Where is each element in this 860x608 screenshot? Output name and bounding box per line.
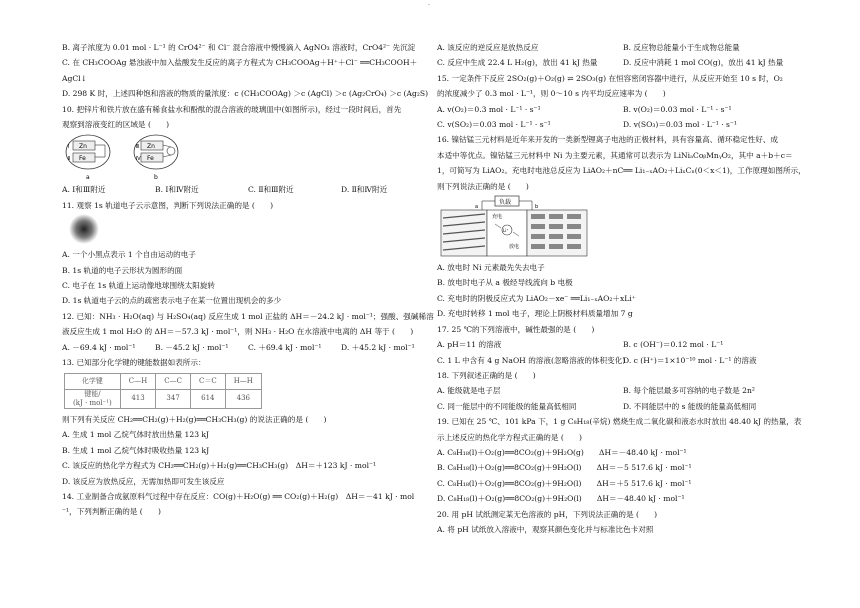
q19-stem: 19. 已知在 25 ℃、101 kPa 下，1 g C₈H₁₈(辛烷) 燃烧生成二氧化碳和液态水时放出 48.40 kJ 的热量，表: [437, 417, 802, 427]
q11-option-a: A. 一个小黑点表示 1 个自由运动的电子: [62, 250, 196, 260]
q13-option-c: C. 该反应的热化学方程式为 CH₂══CH₂(g)＋H₂(g)══CH₃CH₃(g) ΔH＝＋123 kJ · mol⁻¹: [62, 461, 377, 471]
q13-option-a: A. 生成 1 mol 乙烷气体时放出热量 123 kJ: [62, 430, 210, 440]
q17-option-a: A. pH＝11 的溶液: [437, 340, 502, 350]
q16-stem-3: 1，可简写为 LiAO₂。充电时电池总反应为 LiAO₂＋nC══ Li₁₋ₓAO₂＋LiₓCₙ(0＜x＜1)，工作原理如图所示，: [437, 166, 806, 176]
q9-option-c: C. 在 CH₃COOAg 悬浊液中加入盐酸发生反应的离子方程式为 CH₃COOAg＋H⁺＋Cl⁻ ══CH₃COOH＋: [62, 58, 418, 68]
q15-options-row2: [437, 117, 809, 132]
q19-option-c: C. C₈H₁₈(l)＋O₂(g)══8CO₂(g)＋9H₂O(l) ΔH＝＋5 517.6 kJ · mol⁻¹: [437, 478, 692, 488]
right-electrode: [527, 210, 587, 256]
q15-option-c: C. v(SO₂)＝0.03 mol · L⁻¹ · s⁻¹: [437, 120, 551, 130]
electrode-b-label: b: [535, 204, 539, 211]
region-label-2: Ⅱ: [68, 156, 71, 163]
q12-option-a: A. －69.4 kJ · mol⁻¹: [62, 342, 136, 352]
q16-option-a: A. 放电时 Ni 元素最先失去电子: [437, 263, 545, 273]
table-header: 化学键: [65, 373, 121, 389]
q18-options-row1: [437, 383, 809, 398]
q19-stem-cont: 示上述反应的热化学方程式正确的是 ( ): [437, 432, 583, 442]
q16-option-c: C. 充电时的阴极反应式为 LiAO₂－xe⁻ ══Li₁₋ₓAO₂＋xLi⁺: [437, 293, 636, 303]
table-row-label: [65, 389, 121, 408]
table-header: C—C: [156, 373, 191, 389]
q13-stem: 13. 已知部分化学键的键能数据如表所示：: [62, 358, 206, 368]
region-label-4: Ⅳ: [136, 156, 141, 163]
q15-option-a: A. v(O₂)＝0.3 mol · L⁻¹ · s⁻¹: [437, 104, 541, 114]
q9-option-b: B. 离子浓度为 0.01 mol · L⁻¹ 的 CrO4²⁻ 和 Cl⁻ 混合溶液中慢慢滴入 AgNO₃ 溶液时，CrO4²⁻ 先沉淀: [62, 43, 416, 52]
table-header: H—H: [225, 373, 261, 389]
table-cell: 436: [225, 389, 261, 408]
q19-option-a: A. C₈H₁₈(l)＋O₂(g)══8CO₂(g)＋9H₂O(g) ΔH＝－48.40 kJ · mol⁻¹: [437, 447, 687, 457]
q14-options-row2: [437, 55, 809, 70]
right-column: [437, 40, 809, 537]
q11-option-c: C. 电子在 1s 轨道上运动像地球围绕太阳旋转: [62, 281, 216, 291]
galvanic-cells-diagram: [62, 132, 202, 182]
q15-options-row1: [437, 102, 809, 117]
q18-stem: 18. 下列叙述正确的是 ( ): [437, 370, 536, 380]
battery-diagram: [437, 194, 637, 260]
q18-option-a: A. 能级就是电子层: [437, 386, 501, 396]
q10-figure: [62, 132, 434, 182]
q18-option-b: B. 每个能层最多可容纳的电子数是 2n²: [623, 386, 755, 396]
cell-b-label: b: [154, 174, 158, 182]
q11-option-b: B. 1s 轨道的电子云形状为圆形的面: [62, 265, 183, 275]
zn-label-a: Zn: [79, 143, 87, 151]
left-electrode: [441, 210, 487, 256]
q14-stem-cont: ⁻¹，下列判断正确的是 ( ): [62, 507, 161, 517]
q10-option-d: D. Ⅱ和Ⅳ附近: [341, 185, 388, 195]
left-column: [62, 40, 434, 520]
q11-stem: 11. 观察 1s 轨道电子云示意图，判断下列说法正确的是 ( ): [62, 200, 274, 210]
q16-figure: [437, 194, 809, 260]
q16-stem-4: 则下列说法正确的是 ( ): [437, 181, 529, 191]
q19-option-b: B. C₈H₁₈(l)＋O₂(g)══8CO₂(g)＋9H₂O(l) ΔH＝－5 517.6 kJ · mol⁻¹: [437, 463, 692, 473]
q11-option-d: D. 1s 轨道电子云的点的疏密表示电子在某一位置出现机会的多少: [62, 296, 282, 306]
q13-option-d: D. 该反应为放热反应，无需加热即可发生该反应: [62, 476, 225, 486]
q18-option-c: C. 同一能层中的不同能级的能量高低相同: [437, 401, 577, 411]
q17-stem: 17. 25 ℃的下列溶液中，碱性最强的是 ( ): [437, 324, 595, 334]
q18-option-d: D. 不同能层中的 s 能级的能量高低相同: [623, 401, 757, 411]
q20-stem: 20. 用 pH 试纸测定某无色溶液的 pH，下列说法正确的是 ( ): [437, 509, 658, 519]
q14-option-a: A. 该反应的逆反应是放热反应: [437, 43, 539, 52]
q10-option-a: A. Ⅰ和Ⅲ附近: [62, 185, 106, 195]
region-label-1: Ⅰ: [68, 144, 70, 151]
region-label-3: Ⅲ: [136, 144, 140, 151]
q15-option-b: B. v(O₂)＝0.03 mol · L⁻¹ · s⁻¹: [623, 104, 732, 114]
q14-option-c: C. 反应中生成 22.4 L H₂(g)，放出 41 kJ 热量: [437, 58, 598, 68]
header-dot: ·: [428, 2, 430, 9]
q12-option-d: D. ＋45.2 kJ · mol⁻¹: [341, 342, 415, 352]
q20-option-a: A. 将 pH 试纸放入溶液中，观察其颜色变化并与标准比色卡对照: [437, 524, 654, 534]
fe-label-b: Fe: [147, 155, 154, 163]
fe-label-a: Fe: [79, 155, 86, 163]
charge-label: 充电: [492, 214, 503, 221]
q14-options-row1: [437, 40, 809, 55]
load-label: 负载: [499, 199, 512, 207]
q17-options-row1: [437, 337, 809, 352]
q19-option-d: D. C₈H₁₈(l)＋O₂(g)══8CO₂(g)＋9H₂O(l) ΔH＝－48.40 kJ · mol⁻¹: [437, 494, 685, 504]
row-label-line2: (kJ · mol⁻¹): [73, 398, 112, 407]
q17-options-row2: [437, 353, 809, 368]
q10-stem-cont: 观察到溶液变红的区域是 ( ): [62, 120, 170, 130]
q12-option-c: C. ＋69.4 kJ · mol⁻¹: [248, 342, 322, 352]
table-cell: 413: [120, 389, 155, 408]
q16-stem-2: 本适中等优点。镍钴锰三元材料中 Ni 为主要元素，其通常可以表示为 LiNiₐCoᵦMnᵧO₂，其中 a＋b＋c＝: [437, 150, 793, 160]
q12-stem: 12. 已知：NH₃ · H₂O(aq) 与 H₂SO₄(aq) 反应生成 1 mol 正盐的 ΔH＝－24.2 kJ · mol⁻¹；强酸、强碱稀溶: [62, 311, 434, 321]
discharge-label: 放电: [509, 244, 520, 251]
q13-question: 则下列有关反应 CH₂══CH₂(g)＋H₂(g)══CH₃CH₃(g) 的说法正确的是 ( ): [62, 414, 327, 424]
q12-option-b: B. －45.2 kJ · mol⁻¹: [155, 342, 229, 352]
bond-energy-table: [64, 373, 262, 409]
q10-stem: 10. 把锌片和铁片放在盛有稀食盐水和酚酞的混合溶液的玻璃皿中(如图所示)，经过一段时间后，首先: [62, 104, 402, 114]
lithium-ion-label: Li⁺: [503, 228, 509, 234]
q14-stem: 14. 工业制备合成氨原料气过程中存在反应：CO(g)＋H₂O(g) ══ CO₂(g)＋H₂(g) ΔH＝－41 kJ · mol: [62, 491, 415, 501]
electrode-a-label: a: [475, 204, 479, 211]
q13-option-b: B. 生成 1 mol 乙烷气体时吸收热量 123 kJ: [62, 445, 210, 455]
electron-cloud-diagram: [62, 213, 122, 247]
q9-option-c-cont: AgCl↓: [62, 73, 87, 83]
q11-figure: [62, 213, 434, 247]
q9-option-d: D. 298 K 时，上述四种饱和溶液的物质的量浓度：c (CH₃COOAg) ＞c (AgCl) ＞c (Ag₂CrO₄) ＞c (Ag₂S): [62, 89, 429, 99]
q16-stem: 16. 镍钴锰三元材料是近年来开发的一类新型锂离子电池的正极材料，具有容量高、循环稳定性好、成: [437, 135, 779, 145]
q15-option-d: D. v(SO₃)＝0.03 mol · L⁻¹ · s⁻¹: [623, 120, 737, 130]
q16-option-b: B. 放电时电子从 a 极经导线流向 b 电极: [437, 278, 573, 288]
q15-stem-cont: 的浓度减少了 0.3 mol · L⁻¹，则 0～10 s 内平均反应速率为 ( ): [437, 89, 666, 99]
table-header: C＝C: [190, 373, 225, 389]
table-header: C—H: [120, 373, 155, 389]
q12-options: [62, 340, 434, 355]
cell-a-label: a: [86, 174, 90, 182]
q16-option-d: D. 充电时转移 1 mol 电子，理论上阴极材料质量增加 7 g: [437, 309, 633, 319]
q14-option-b: B. 反应物总能量小于生成物总能量: [623, 43, 740, 52]
table-cell: 347: [156, 389, 191, 408]
q14-option-d: D. 反应中消耗 1 mol CO(g)，放出 41 kJ 热量: [623, 58, 784, 68]
zn-label-b: Zn: [147, 143, 155, 151]
q18-options-row2: [437, 399, 809, 414]
q10-option-b: B. Ⅰ和Ⅳ附近: [155, 185, 199, 195]
row-label-line1: 键能/: [84, 389, 101, 398]
q17-option-c: C. 1 L 中含有 4 g NaOH 的溶液(忽略溶液的体积变化): [437, 355, 626, 365]
q15-stem: 15. 一定条件下反应 2SO₂(g)＋O₂(g) ⇌ 2SO₃(g) 在恒容密闭容器中进行，从反应开始至 10 s 时，O₂: [437, 73, 783, 83]
q10-options: [62, 182, 434, 197]
q10-option-c: C. Ⅱ和Ⅲ附近: [248, 185, 294, 195]
q12-stem-cont: 液反应生成 1 mol H₂O 的 ΔH＝－57.3 kJ · mol⁻¹，则 NH₃ · H₂O 在水溶液中电离的 ΔH 等于 ( ): [62, 327, 414, 337]
q17-option-b: B. c (OH⁻)＝0.12 mol · L⁻¹: [623, 340, 724, 350]
table-cell: 614: [190, 389, 225, 408]
q17-option-d: D. c (H⁺)＝1×10⁻¹⁰ mol · L⁻¹ 的溶液: [623, 355, 757, 365]
